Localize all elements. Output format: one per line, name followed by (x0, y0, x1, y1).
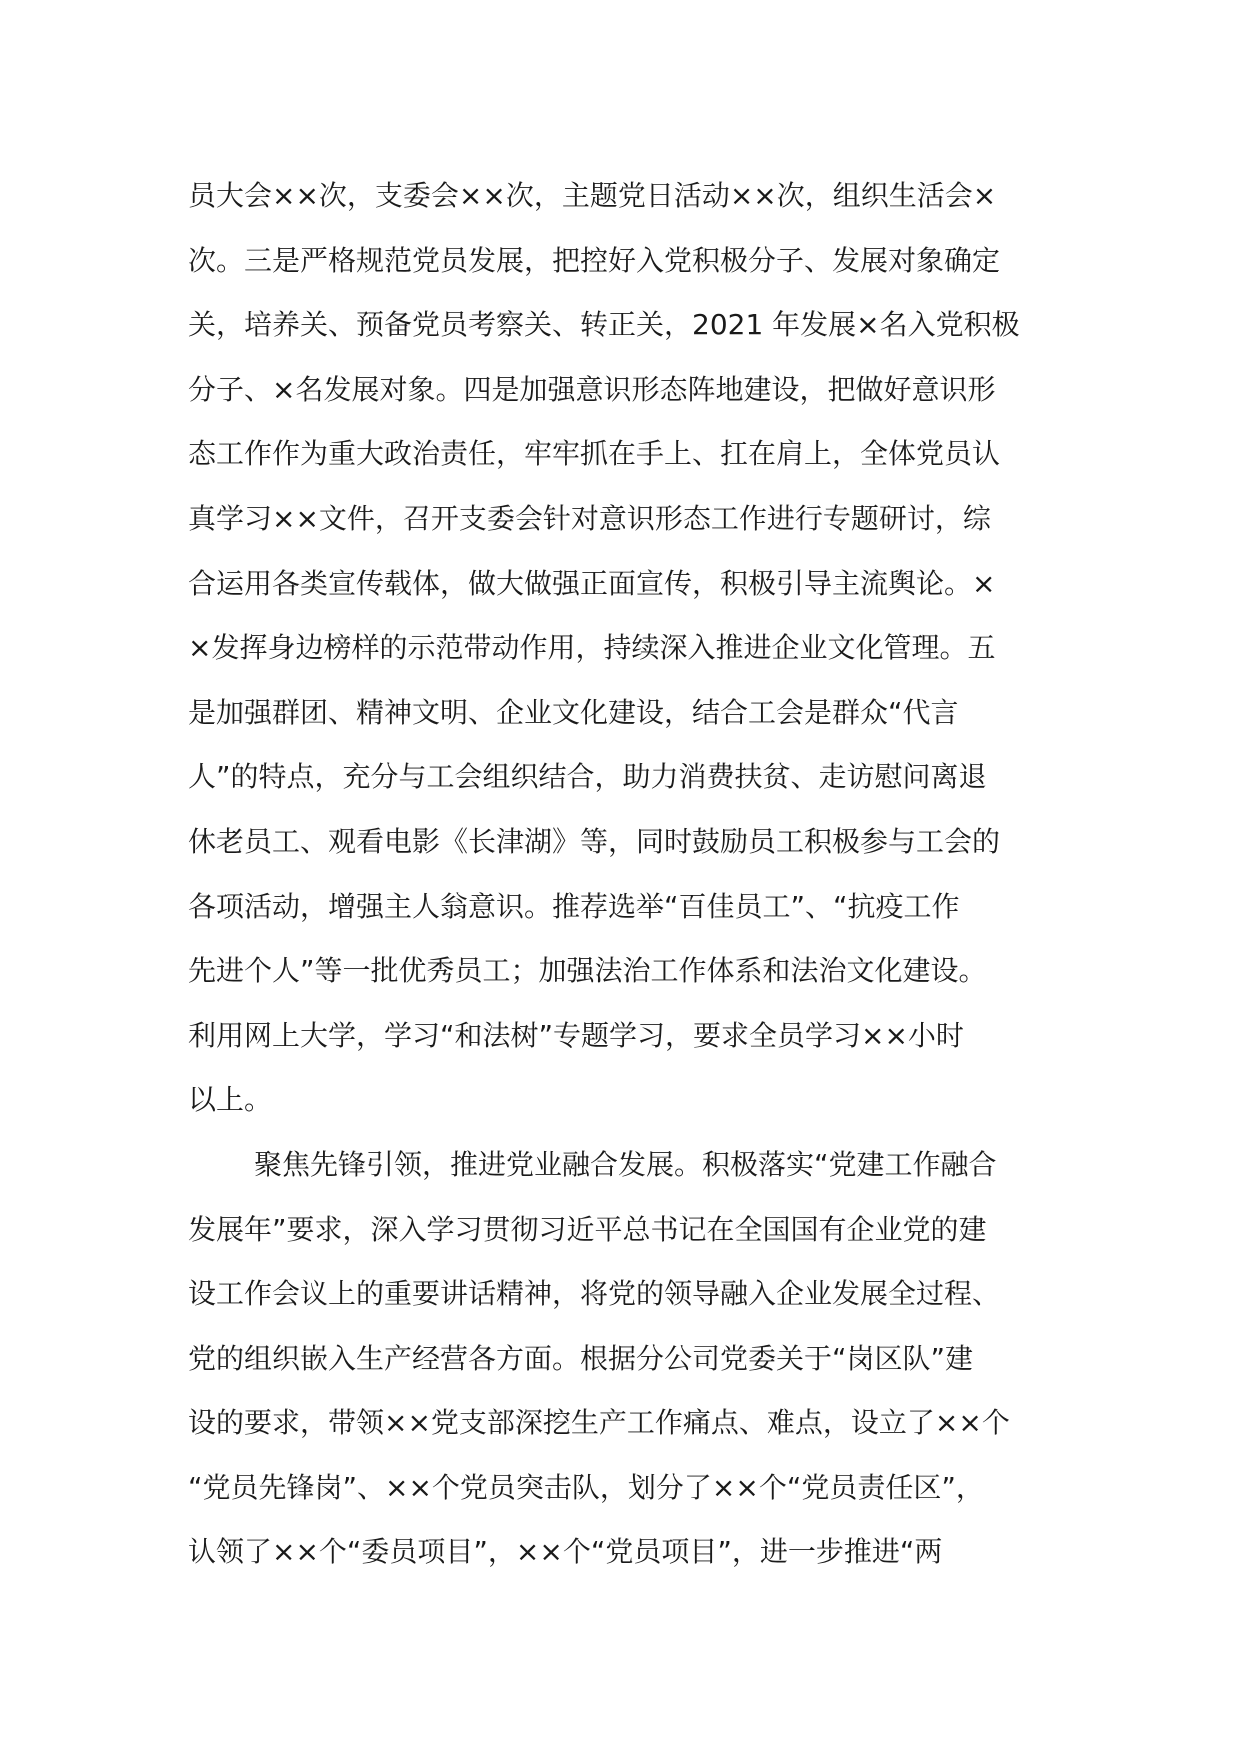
text-line: 以上。 (188, 1083, 273, 1117)
text-line: 认领了××个“委员项目”，××个“党员项目”，进一步推进“两 (188, 1535, 943, 1569)
text-line: 真学习××文件，召开支委会针对意识形态工作进行专题研讨，综 (188, 501, 991, 535)
body-text (188, 164, 1068, 1585)
text-line: 先进个人”等一批优秀员工；加强法治工作体系和法治文化建设。 (188, 954, 987, 988)
text-line: “党员先锋岗”、××个党员突击队，划分了××个“党员责任区”， (188, 1470, 984, 1504)
text-line: 设的要求，带领××党支部深挖生产工作痛点、难点，设立了××个 (188, 1406, 1010, 1440)
text-line: 设工作会议上的重要讲话精神，将党的领导融入企业发展全过程、 (188, 1277, 1001, 1311)
text-line: 次。三是严格规范党员发展，把控好入党积极分子、发展对象确定 (188, 243, 1001, 277)
text-line: 分子、×名发展对象。四是加强意识形态阵地建设，把做好意识形 (188, 372, 996, 406)
text-line: 合运用各类宣传载体，做大做强正面宣传，积极引导主流舆论。× (188, 566, 996, 600)
text-line: 是加强群团、精神文明、企业文化建设，结合工会是群众“代言 (188, 695, 959, 729)
text-line: 各项活动，增强主人翁意识。推荐选举“百佳员工”、“抗疫工作 (188, 889, 960, 923)
text-line: 关，培养关、预备党员考察关、转正关，2021 年发展×名入党积极 (188, 308, 1020, 342)
text-line: 态工作作为重大政治责任，牢牢抓在手上、扛在肩上，全体党员认 (188, 437, 1001, 471)
paragraph-first-line: 聚焦先锋引领，推进党业融合发展。积极落实“党建工作融合 (254, 1147, 997, 1181)
text-line: 利用网上大学，学习“和法树”专题学习，要求全员学习××小时 (188, 1018, 964, 1052)
text-line: ×发挥身边榜样的示范带动作用，持续深入推进企业文化管理。五 (188, 631, 996, 665)
text-line: 人”的特点，充分与工会组织结合，助力消费扶贫、走访慰问离退 (188, 760, 987, 794)
text-line: 发展年”要求，深入学习贯彻习近平总书记在全国国有企业党的建 (188, 1212, 987, 1246)
text-line: 休老员工、观看电影《长津湖》等，同时鼓励员工积极参与工会的 (188, 824, 1001, 858)
text-line: 党的组织嵌入生产经营各方面。根据分公司党委关于“岗区队”建 (188, 1341, 974, 1375)
text-line: 员大会××次，支委会××次，主题党日活动××次，组织生活会× (188, 179, 997, 212)
